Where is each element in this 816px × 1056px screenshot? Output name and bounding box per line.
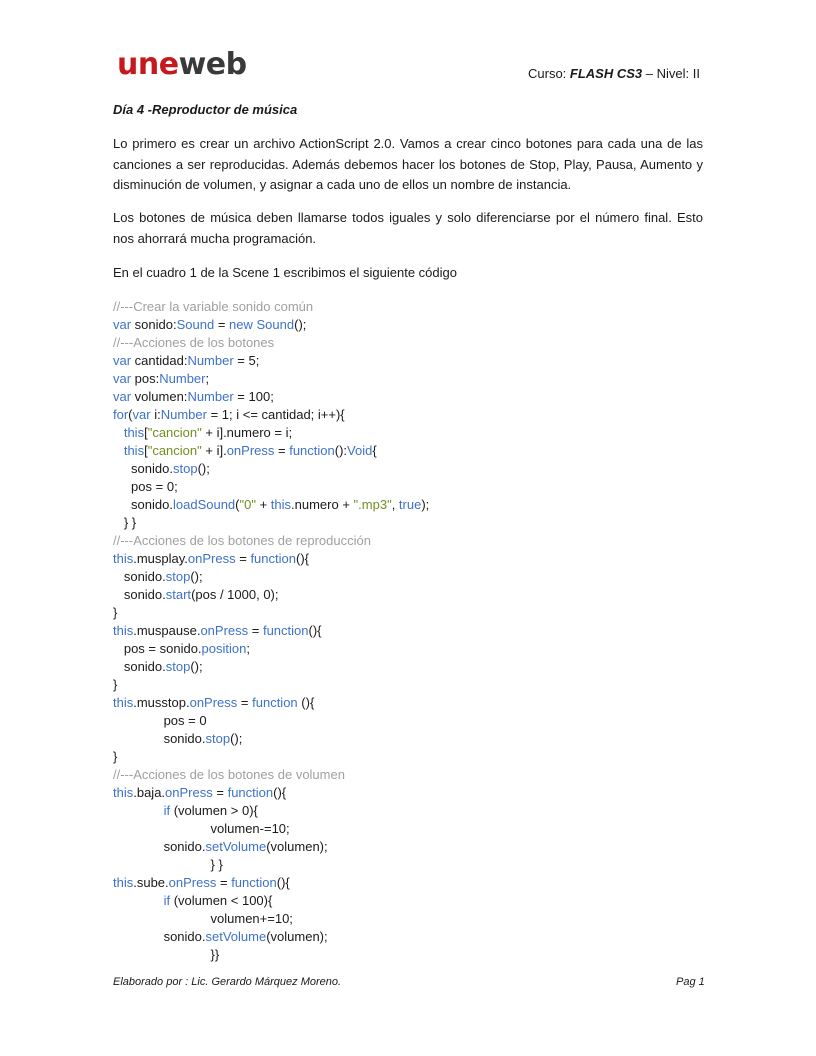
code-token: var [113,389,132,404]
code-token: }} [113,947,220,962]
code-token: //---Acciones de los botones de reproducción [113,533,371,548]
code-line [113,874,713,892]
code-token: this [113,551,134,566]
code-token: //---Acciones de los botones de volumen [113,767,345,782]
code-token: onPress [165,785,213,800]
code-token: sonido. [113,839,206,854]
code-token: sonido. [113,569,166,584]
code-token: .muspause. [133,623,201,638]
code-token: "cancion" [147,443,202,458]
code-token: (){ [295,551,309,566]
code-token: } } [113,857,223,872]
code-token: this [113,695,134,710]
code-token: this [113,875,134,890]
code-line [113,712,713,730]
code-line [113,748,713,766]
code-token: sonido. [113,929,206,944]
code-line [113,784,713,802]
code-line [113,658,713,676]
code-token: sonido. [113,731,206,746]
code-token: onPress [226,443,275,458]
code-token: (); [294,317,307,332]
code-token: Number [160,407,207,422]
code-token: .musstop. [133,695,190,710]
logo-web: web [178,47,247,82]
code-token: Sound [176,317,215,332]
code-token: (){ [273,785,287,800]
code-token: volumen-=10; [113,821,290,836]
logo-une: une [117,47,179,82]
code-line [113,478,713,496]
code-token: loadSound [172,497,236,512]
code-token: } [113,677,118,692]
code-line [113,298,713,316]
code-line [113,622,713,640]
code-token: this [123,443,145,458]
code-line [113,694,713,712]
code-token: + i]. [201,443,227,458]
page-title: Día 4 -Reproductor de música [113,102,298,117]
code-token: this [123,425,145,440]
code-token: Number [187,389,234,404]
code-token: } [113,749,118,764]
code-token: = 100; [233,389,274,404]
code-token: sonido: [131,317,177,332]
code-token: //---Acciones de los botones [113,335,275,350]
code-token: "cancion" [147,425,202,440]
code-line [113,586,713,604]
code-token: = [212,785,228,800]
code-token: + [255,497,271,512]
code-token: var [113,371,132,386]
code-line [113,460,713,478]
uneweb-logo [117,47,247,82]
code-token: start [165,587,192,602]
code-token: = [237,695,253,710]
code-token: pos = sonido. [113,641,202,656]
code-token: setVolume [205,839,267,854]
course-level: – Nivel: II [642,66,700,81]
code-token: function [250,551,296,566]
code-line [113,604,713,622]
code-token: ".mp3" [353,497,392,512]
code-token: function [231,875,277,890]
code-token: = [216,875,232,890]
code-token: (){ [308,623,322,638]
code-token: ; [205,371,210,386]
course-label: Curso: [528,66,570,81]
footer-author: Elaborado por : Lic. Gerardo Márquez Moreno. [113,976,342,988]
code-token: new [229,317,253,332]
code-block [113,298,713,964]
paragraph-scene: En el cuadro 1 de la Scene 1 escribimos el siguiente código [113,265,457,280]
code-line [113,838,713,856]
paragraph-buttons: Los botones de música deben llamarse todos iguales y solo diferenciarse por el número final. Esto nos ahorrará mucha programación. [113,210,703,246]
code-token: ( [128,407,133,422]
code-token: sonido. [113,461,173,476]
code-token: = 5; [233,353,260,368]
code-token: //---Crear la variable sonido común [113,299,314,314]
code-token: sonido. [113,659,166,674]
code-token: onPress [200,623,249,638]
code-token: (volumen > 0){ [170,803,258,818]
code-line [113,424,713,442]
code-token: sonido. [113,497,173,512]
code-token: [ [144,443,148,458]
code-line [113,640,713,658]
paragraph-intro: Lo primero es crear un archivo ActionScript 2.0. Vamos a crear cinco botones para cada una de las canciones a ser reproducidas. Además debemos hacer los botones de Stop, Play, Pausa, Aumento y disminución de volumen, y asignar a cada uno de ellos un nombre de instancia. [113,136,703,192]
code-token: + i].numero = i; [201,425,293,440]
code-line [113,820,713,838]
code-token: (){ [276,875,290,890]
code-token: Sound [256,317,295,332]
code-token: function [289,443,335,458]
code-token: , [391,497,399,512]
code-line [113,442,713,460]
code-token: (); [230,731,243,746]
code-token: onPress [189,695,238,710]
code-token: (volumen); [266,929,328,944]
code-token: Number [159,371,206,386]
code-token: position [201,641,247,656]
code-token [113,443,124,458]
code-line [113,676,713,694]
code-token: var [113,317,132,332]
code-token: (){ [297,695,315,710]
code-token: ; [246,641,250,656]
code-token: Void [347,443,373,458]
code-token: .musplay. [133,551,188,566]
code-token: = [248,623,263,638]
code-line [113,568,713,586]
code-token: setVolume [205,929,267,944]
code-line [113,334,713,352]
code-token: if [163,893,171,908]
code-token: = [274,443,290,458]
code-token: ( [235,497,240,512]
code-token: .sube. [133,875,169,890]
code-line [113,316,713,334]
code-token: (volumen); [266,839,328,854]
code-token: { [372,443,377,458]
code-line [113,892,713,910]
code-token: stop [165,569,191,584]
code-token: (pos / 1000, 0); [191,587,279,602]
code-token: (): [334,443,348,458]
code-token: Number [187,353,234,368]
code-line [113,946,713,964]
code-token: function [252,695,298,710]
code-token: sonido. [113,587,166,602]
code-token: var [132,407,151,422]
course-header [528,66,700,81]
code-token: (volumen < 100){ [170,893,273,908]
code-token: onPress [187,551,236,566]
code-token: i: [150,407,161,422]
code-line [113,550,713,568]
code-line [113,910,713,928]
code-token: .numero + [291,497,354,512]
code-token: (); [190,569,203,584]
code-token: this [113,785,134,800]
code-token [113,893,164,908]
code-line [113,370,713,388]
code-token: = [214,317,230,332]
code-token: volumen+=10; [113,911,293,926]
code-token: stop [165,659,191,674]
code-token: this [113,623,134,638]
code-token: = 1; i <= cantidad; i++){ [206,407,345,422]
code-token: = [235,551,251,566]
code-token: onPress [168,875,217,890]
code-token: pos: [131,371,160,386]
code-line [113,856,713,874]
code-token: ); [421,497,430,512]
code-token: var [113,353,132,368]
footer-page-number: Pag 1 [676,976,705,988]
code-token: "0" [239,497,256,512]
code-token: cantidad: [131,353,188,368]
code-line [113,730,713,748]
code-line [113,928,713,946]
course-name: FLASH CS3 [569,66,643,81]
code-token: (); [190,659,203,674]
code-token: if [163,803,171,818]
code-token: stop [172,461,198,476]
code-line [113,388,713,406]
code-token: volumen: [131,389,188,404]
code-token: pos = 0 [113,713,207,728]
code-token: (); [197,461,210,476]
code-line [113,406,713,424]
code-token: [ [144,425,148,440]
code-line [113,352,713,370]
code-line [113,802,713,820]
code-token: stop [205,731,231,746]
code-line [113,532,713,550]
code-line [113,766,713,784]
code-token: function [262,623,309,638]
code-token: function [227,785,274,800]
code-token [113,803,164,818]
code-token: for [113,407,129,422]
code-token: } } [113,515,137,530]
code-token: pos = 0; [113,479,178,494]
code-token [113,425,124,440]
code-line [113,514,713,532]
code-token: .baja. [133,785,166,800]
code-token: } [113,605,118,620]
code-token: this [270,497,292,512]
code-line [113,496,713,514]
code-token: true [398,497,422,512]
